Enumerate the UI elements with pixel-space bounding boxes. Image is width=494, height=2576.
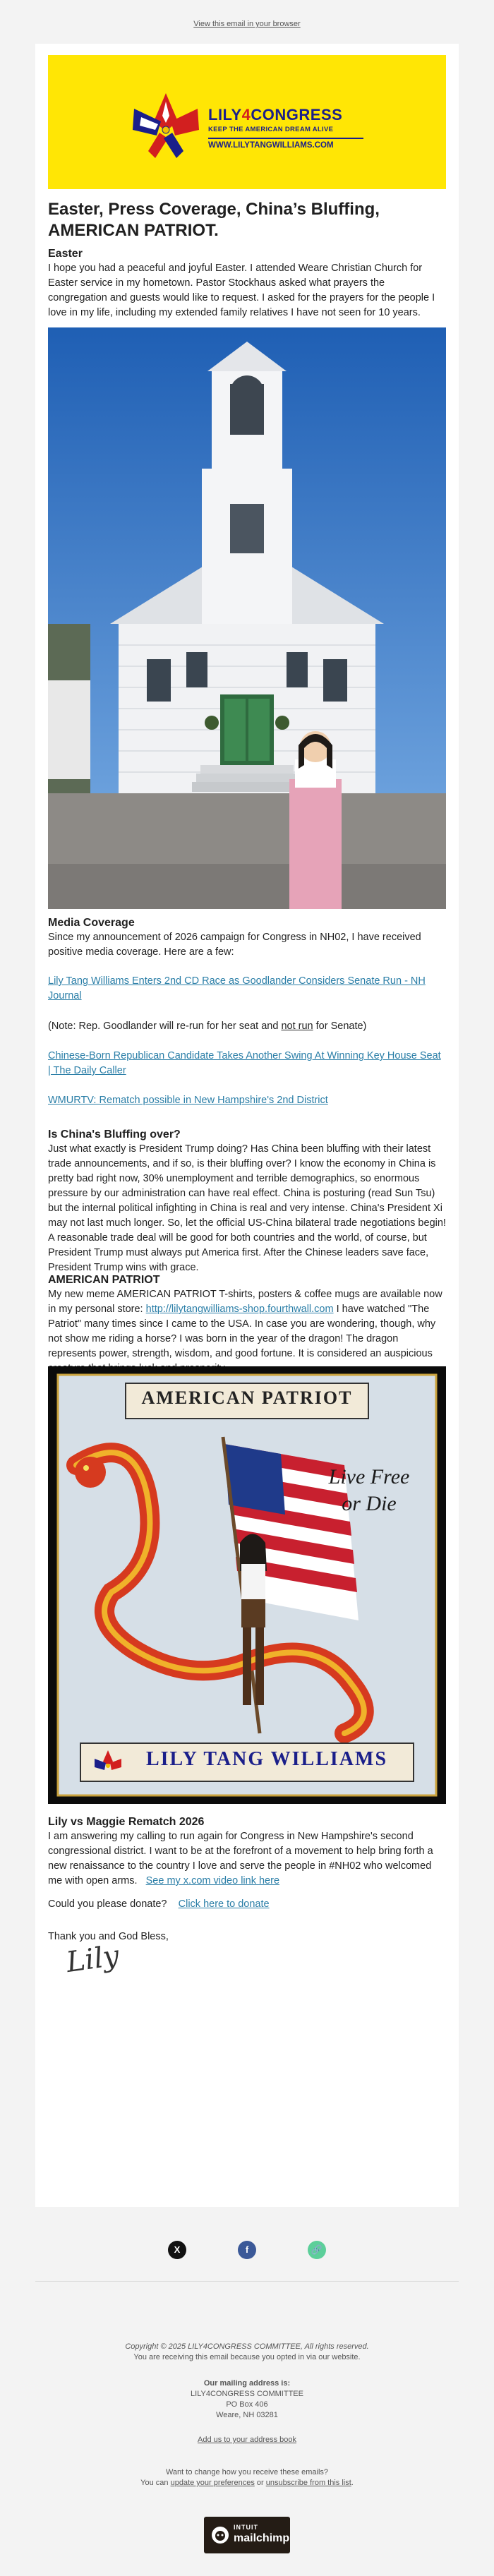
footer-divider	[35, 2281, 459, 2282]
logo-url: WWW.LILYTANGWILLIAMS.COM	[208, 138, 363, 150]
donate-line: Could you please donate? Click here to donate	[48, 1898, 270, 1910]
mailchimp-monkey-icon	[211, 2526, 229, 2544]
wmur-link[interactable]: WMURTV: Rematch possible in New Hampshire's 2nd District	[48, 1095, 328, 1106]
mailing-heading: Our mailing address is:	[203, 2379, 291, 2388]
intuit-label: INTUIT	[234, 2524, 258, 2531]
view-in-browser-link[interactable]: View this email in your browser	[193, 20, 301, 28]
store-link[interactable]: http://lilytangwilliams-shop.fourthwall.com	[145, 1304, 334, 1315]
closing-text: Thank you and God Bless,	[48, 1931, 169, 1942]
media-heading: Media Coverage	[48, 917, 135, 929]
social-bar	[0, 2241, 494, 2262]
lily-flower-icon	[127, 80, 205, 165]
address-line-2: PO Box 406	[226, 2400, 268, 2409]
add-to-address-book-link[interactable]: Add us to your address book	[197, 2436, 297, 2444]
x-video-link[interactable]: See my x.com video link here	[145, 1875, 280, 1886]
mailchimp-badge[interactable]	[204, 2517, 290, 2553]
change-question: Want to change how you receive these emails?	[165, 2468, 329, 2476]
logo-text	[208, 107, 363, 150]
nh-journal-link[interactable]: Lily Tang Williams Enters 2nd CD Race as Goodlander Considers Senate Run - NH Journal	[48, 975, 426, 1001]
article-title: Easter, Press Coverage, China’s Bluffing, AMERICAN PATRIOT.	[48, 200, 380, 240]
poster-art	[48, 1366, 446, 1804]
church-illustration	[48, 327, 446, 909]
header-banner	[48, 55, 446, 189]
address-line-1: LILY4CONGRESS COMMITTEE	[191, 2390, 303, 2398]
signature: Lily	[64, 1939, 121, 1979]
rematch-text: I am answering my calling to run again for Congress in New Hampshire's second congressional district. I want to be at the forefront of a movement to help bring forth a new renaissance to the country I love and serve the people in #NH02 who welcomed me with open arms. See my x.com video link here	[48, 1831, 433, 1886]
patriot-text: My new meme AMERICAN PATRIOT T-shirts, posters & coffee mugs are available now in my personal store: http://lilytangwilliams-shop.fourthwall.com I have watched "The Patriot" many times since I came to the USA. In case you are wondering, though, why not show me riding a horse? I was born in the year of the dragon! The dragon represents power, strength, wisdom, and good fortune. It is considered an auspicious	[48, 1289, 442, 1359]
media-intro: Since my announcement of 2026 campaign for Congress in NH02, I have received positive media coverage. Here are a few:	[48, 932, 421, 958]
poster-top-title: AMERICAN PATRIOT	[141, 1388, 353, 1408]
china-heading: Is China's Bluffing over?	[48, 1128, 181, 1140]
easter-heading: Easter	[48, 248, 83, 260]
x-social-icon[interactable]: X	[168, 2241, 186, 2259]
campaign-logo[interactable]	[127, 80, 367, 165]
logo-brand: LILY4CONGRESS	[208, 106, 343, 124]
update-preferences-link[interactable]: update your preferences	[170, 2479, 255, 2487]
website-link-icon[interactable]: 🔗	[308, 2241, 326, 2259]
unsubscribe-link[interactable]: unsubscribe from this list	[265, 2479, 351, 2487]
opt-in-reason: You are receiving this email because you opted in via our website.	[133, 2353, 361, 2361]
copyright-text: Copyright © 2025 LILY4CONGRESS COMMITTEE, All rights reserved.	[125, 2342, 369, 2351]
daily-caller-link[interactable]: Chinese-Born Republican Candidate Takes Another Swing At Winning Key House Seat | The Daily Caller	[48, 1050, 441, 1076]
email-card	[35, 44, 459, 2207]
preferences-row	[0, 2467, 494, 2488]
facebook-icon[interactable]: f	[238, 2241, 256, 2259]
address-line-3: Weare, NH 03281	[216, 2411, 278, 2419]
rematch-heading: Lily vs Maggie Rematch 2026	[48, 1816, 205, 1828]
mailing-address	[0, 2378, 494, 2421]
address-book-row	[0, 2435, 494, 2445]
goodlander-note: (Note: Rep. Goodlander will re-run for her seat and not run for Senate)	[48, 1021, 367, 1032]
poster-slogan: Live Free or Die	[328, 1465, 410, 1515]
mailchimp-label: mailchimp	[234, 2532, 290, 2544]
poster-bottom-name: LILY TANG WILLIAMS	[145, 1748, 388, 1770]
patriot-heading: AMERICAN PATRIOT	[48, 1274, 160, 1286]
china-text: Just what exactly is President Trump doing? Has China been bluffing with their latest trade announcements, and if so, is their bluffing over? I know the economy in China is pretty bad right now, 30% unemployment and terrible demographics, so enormous pressure by our administration can have real effect. China is posturing (read Sun Tsu) but the internal political infighting in China is real and very intense. China's President Xi may not last much longer. So, let the official US-China bilateral trade negotiations begin! A reasonable trade deal will be good for both countries and the world, of course, but President Trump must always put America first. After the Chinese leaders save face, President Trump wins with grace.	[48, 1143, 446, 1273]
church-photo	[48, 327, 446, 909]
preferences-text: You can update your preferences or unsubscribe from this list.	[140, 2479, 354, 2487]
preheader	[0, 0, 494, 47]
footer	[0, 2342, 494, 2363]
american-patriot-poster	[48, 1366, 446, 1804]
logo-tagline: KEEP THE AMERICAN DREAM ALIVE	[208, 126, 334, 133]
donate-link[interactable]: Click here to donate	[178, 1898, 270, 1910]
easter-text: I hope you had a peaceful and joyful Easter. I attended Weare Christian Church for Easter service in my hometown. Pastor Stockhaus asked what prayers the congregation and guests would like to request. I asked for the prayers for the people I love in my life, including my extended family relatives I have not seen for 10 years.	[48, 263, 435, 318]
